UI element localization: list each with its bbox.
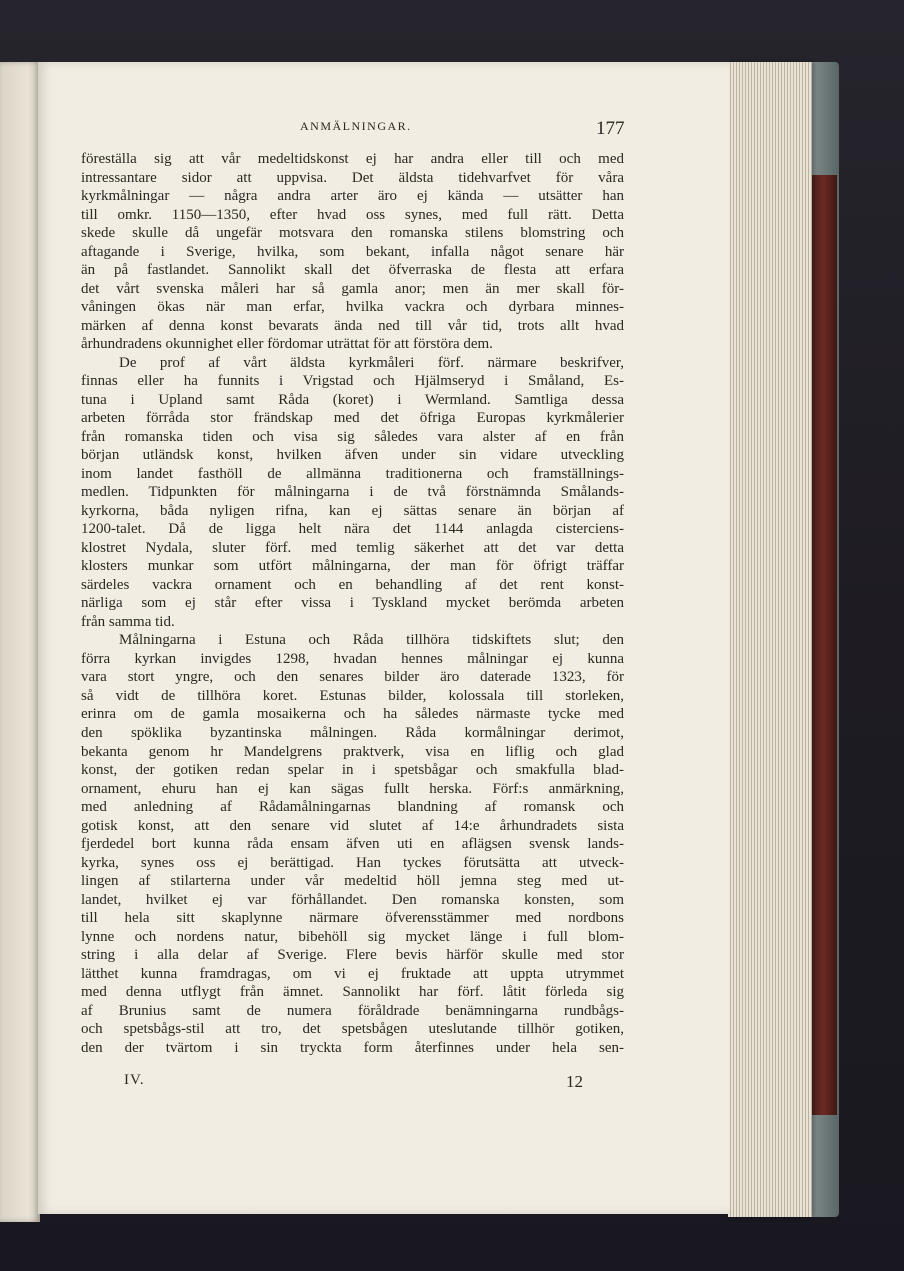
text-line: än på fastlandet. Sannolikt skall det öfverraska de flesta att erfara: [81, 262, 624, 279]
text-line: Målningarna i Estuna och Råda tillhöra tidskiftets slut; den: [119, 632, 624, 649]
text-line: början utländsk konst, hvilken äfven under sin vidare utveckling: [81, 447, 624, 464]
text-line: den der tvärtom i sin tryckta form återfinnes under hela sen-: [81, 1039, 624, 1056]
text-line: intressantare sidor att uppvisa. Det äldsta tidehvarfvet för våra: [81, 169, 624, 186]
text-line: till omkr. 1150—1350, efter hvad oss synes, med full rätt. Detta: [81, 206, 624, 223]
text-line: landet, hvilket ej var förhållandet. Den romanska konsten, som: [81, 891, 624, 908]
signature-mark: IV.: [124, 1072, 145, 1088]
text-line: kyrkorna, båda nyligen rifna, kan ej sättas senare än början af: [81, 502, 624, 519]
text-line: De prof af vårt äldsta kyrkmåleri förf. närmare beskrifver,: [119, 354, 624, 371]
page-number: 177: [596, 118, 625, 139]
text-line: aftagande i Sverige, hvilka, som bekant, infalla något senare här: [81, 243, 624, 260]
sheet-number: 12: [566, 1072, 583, 1091]
text-line: konst, der gotiken redan spelar in i spetsbågar och smakfulla blad-: [81, 762, 624, 779]
text-line: förra kyrkan invigdes 1298, hvadan hennes målningar ej kunna: [81, 650, 624, 667]
text-line: tuna i Upland samt Råda (koret) i Wermland. Samtliga dessa: [81, 391, 624, 408]
text-line: arbeten förråda stor frändskap med det öfriga Europas kyrkmålerier: [81, 410, 624, 427]
text-line: kyrka, synes oss ej berättigad. Han tyckes förutsätta att utveck-: [81, 854, 624, 871]
text-line: bekanta genom hr Mandelgrens praktverk, visa en liflig och glad: [81, 743, 624, 760]
page-stack-edge: [728, 62, 812, 1217]
text-line: så vidt de tillhöra koret. Estunas bilder, kolossala till storleken,: [81, 687, 624, 704]
text-line: närliga som ej står efter vissa i Tyskland mycket berömda arbeten: [81, 595, 624, 612]
text-line: det vårt svenska måleri har så gamla anor; men än mer skall för-: [81, 280, 624, 297]
text-line: århundradens okunnighet eller fördomar uträttat för att förstöra dem.: [81, 336, 493, 353]
text-line: lingen af stilarterna under vår medeltid höll jemna steg med ut-: [81, 873, 624, 890]
text-line: erinra om de gamla mosaikerna och ha således närmaste tycke med: [81, 706, 624, 723]
text-line: skede skulle då ungefär motsvara den romanska stilens blomstring och: [81, 225, 624, 242]
text-line: våningen ökas när man erfar, hvilka vackra och dyrbara minnes-: [81, 299, 624, 316]
text-line: och spetsbågs-stil att tro, det spetsbågen uteslutande tillhör gotiken,: [81, 1021, 624, 1038]
text-line: den spöklika byzantinska målningen. Råda kormålningar derimot,: [81, 724, 624, 741]
facing-page-edge: [0, 62, 40, 1222]
text-line: ornament, ehuru han ej kan sägas fullt herska. Förf:s anmärkning,: [81, 780, 624, 797]
text-line: vara stort yngre, och den senares bilder äro daterade 1323, för: [81, 669, 624, 686]
text-line: med anledning af Rådamålningarnas blandning af romansk och: [81, 799, 624, 816]
text-line: märken af denna konst bevarats ända ned till vår tid, trots allt hvad: [81, 317, 624, 334]
running-head: ANMÄLNINGAR.: [300, 119, 412, 133]
text-line: till hela sitt skaplynne närmare öfverensstämmer med nordbons: [81, 910, 624, 927]
text-line: inom landet fasthöll de allmänna traditionerna och framställnings-: [81, 465, 624, 482]
text-line: finnas eller ha funnits i Vrigstad och Hjälmseryd i Småland, Es-: [81, 373, 624, 390]
text-line: kyrkmålningar — några andra arter äro ej kända — utsätter han: [81, 188, 624, 205]
text-line: medlen. Tidpunkten för målningarna i de två förstnämnda Smålands-: [81, 484, 624, 501]
text-line: från samma tid.: [81, 613, 175, 630]
text-line: af Brunius samt de numera föråldrade benämningarna rundbågs-: [81, 1002, 624, 1019]
text-line: klostret Nydala, sluter förf. med temlig säkerhet att det var detta: [81, 539, 624, 556]
text-line: 1200-talet. Då de ligga helt nära det 1144 anlagda cisterciens-: [81, 521, 624, 538]
text-line: lätthet kunna framdragas, om vi ej fruktade att uppta utrymmet: [81, 965, 624, 982]
text-line: föreställa sig att vår medeltidskonst ej har andra eller till och med: [81, 151, 624, 167]
text-line: string i alla delar af Sverige. Flere bevis härför skulle med stor: [81, 947, 624, 964]
text-line: särdeles vackra ornament och en behandling af det rent konst-: [81, 576, 624, 593]
text-line: från romanska tiden och visa sig således vara alster af en från: [81, 428, 624, 445]
book-spine-binding: [810, 175, 837, 1115]
text-line: gotisk konst, att den senare vid slutet af 14:e århundradets sista: [81, 817, 624, 834]
text-line: fjerdedel bort kunna råda ensam äfven uti en aflägsen svensk lands-: [81, 836, 624, 853]
body-text: [81, 150, 624, 1057]
text-line: lynne och nordens natur, bibehöll sig mycket länge i full blom-: [81, 928, 624, 945]
text-line: klosters munkar som utfört målningarna, der man för öfrigt träffar: [81, 558, 624, 575]
text-line: med denna utflygt från ämnet. Sannolikt har förf. låtit förleda sig: [81, 984, 624, 1001]
